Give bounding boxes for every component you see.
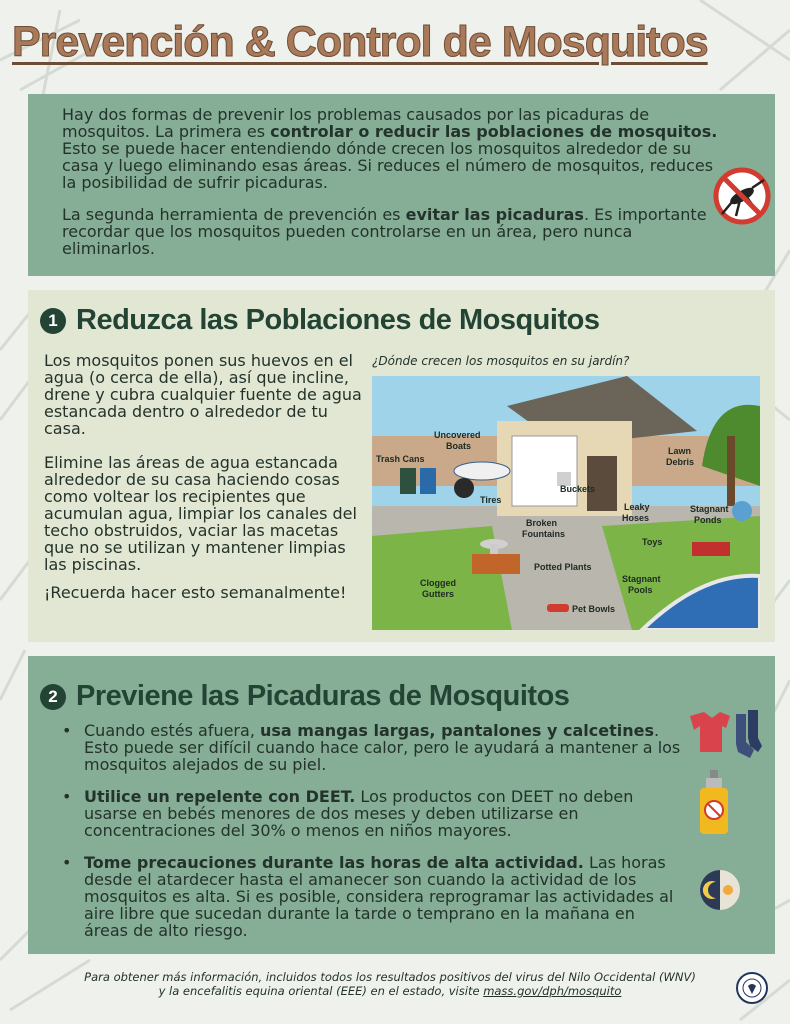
footer-note [60,970,720,998]
bullet-dot: • [62,787,72,806]
bullet-1-text: Cuando estés afuera, [84,721,260,740]
bullet-1-bold: usa mangas largas, pantalones y calcetines [259,721,654,740]
moon-sun-icon [698,868,742,912]
section-reduce-populations [28,290,775,642]
bullet-3-bold: Tome precauciones durante las horas de alta actividad. [84,853,584,872]
label-broken-fountains: Broken [526,518,558,528]
section-1-heading [40,304,599,337]
intro-p1-text-end: Esto se puede hacer entendiendo dónde crecen los mosquitos alrededor de su casa y luego eliminando esas áreas. Si reduces el número de mosquitos, reduces la posibilidad de sufrir picaduras. [62,139,714,192]
section-2-title: Previene las Picaduras de Mosquitos [76,680,570,712]
section-1-title: Reduzca las Poblaciones de Mosquitos [76,304,600,336]
intro-p2-text-end: . Es importante recordar que los mosquitos pueden controlarse en un área, pero nunca eliminarlos. [62,205,707,258]
page-title: Prevención & Control de Mosquitos [12,18,708,66]
label-clogged-gutters-2: Gutters [422,589,455,599]
label-lawn-debris-2: Debris [666,457,695,467]
label-stagnant-pools: Stagnant [622,574,661,584]
footer-line-2 [60,984,720,998]
footer-line-2-text: y la encefalitis equina oriental (EEE) en el estado, visite [158,984,484,998]
label-lawn-debris: Lawn [668,446,692,456]
section-1-number: 1 [40,308,66,334]
repellent-spray-icon [696,770,732,836]
bullet-clothing [62,722,682,773]
no-mosquito-icon [712,166,772,226]
label-leaky-hoses-2: Hoses [622,513,650,523]
intro-paragraph-2 [62,206,722,257]
intro-paragraph-1 [62,106,722,191]
intro-p1-text: Hay dos formas de prevenir los problemas causados por las picaduras de mosquitos. La primera es [62,105,650,141]
label-stagnant-ponds-2: Ponds [694,515,722,525]
footer-line-1: Para obtener más información, incluidos todos los resultados positivos del virus del Nilo Occidental (WNV) [84,970,696,984]
label-leaky-hoses: Leaky [624,502,650,512]
label-stagnant-ponds: Stagnant [690,504,729,514]
bullet-2-bold: Utilice un repelente con DEET. [84,787,356,806]
bullet-1-text-end: . Esto puede ser difícil cuando hace calor, pero le ayudará a mantener a los mosquitos alejados de su piel. [84,721,681,774]
intro-p2-text: La segunda herramienta de prevención es [62,205,406,224]
section-1-reminder: ¡Recuerda hacer esto semanalmente! [44,583,347,602]
section-prevent-bites [28,656,775,954]
section-2-number: 2 [40,684,66,710]
label-buckets: Buckets [560,484,596,494]
label-potted-plants: Potted Plants [534,562,592,572]
label-uncovered-boats: Uncovered [434,430,481,440]
yard-illustration [372,376,760,630]
label-toys: Toys [642,537,663,547]
bullet-activity-hours [62,854,682,939]
footer-url-link[interactable]: mass.gov/dph/mosquito [483,984,622,998]
label-uncovered-boats-2: Boats [446,441,472,451]
label-stagnant-pools-2: Pools [628,585,653,595]
bullet-dot: • [62,721,72,740]
yard-caption: ¿Dónde crecen los mosquitos en su jardín? [372,354,630,368]
bullet-dot: • [62,853,72,872]
label-clogged-gutters: Clogged [420,578,456,588]
bullet-3-text: Las horas desde el atardecer hasta el amanecer son cuando la actividad de los mosquitos es alta. Si es posible, considera reprogramar las actividades al aire libre que sucedan durante la tarde o temprano en la mañana en áreas de alto riesgo. [84,853,674,940]
label-trash-cans: Trash Cans [376,454,425,464]
intro-box [28,94,775,276]
label-broken-fountains-2: Fountains [522,529,565,539]
section-1-paragraph-1: Los mosquitos ponen sus huevos en el agua (o cerca de ella), así que incline, drene y cubra cualquier fuente de agua estancada dentro o alrededor de tu casa. [44,351,362,438]
label-tires: Tires [480,495,502,505]
label-pet-bowls: Pet Bowls [572,604,616,614]
dph-seal-icon [736,972,768,1004]
section-1-paragraph-2: Elimine las áreas de agua estancada alrededor de su casa haciendo cosas como voltear los recipientes que acumulan agua, limpiar los canales del techo obstruidos, vaciar las macetas que no se utilizan y mantener limpias las piscinas. [44,453,357,574]
bullet-repellent [62,788,682,839]
intro-p1-bold: controlar o reducir las poblaciones de mosquitos. [270,122,718,141]
section-2-heading [40,680,569,713]
bullet-2-text: Los productos con DEET no deben usarse en bebés menores de dos meses y deben utilizarse en concentraciones del 30% o menos en niños mayores. [84,787,634,840]
intro-p2-bold: evitar las picaduras [405,205,584,224]
long-sleeves-socks-icon [682,708,762,764]
